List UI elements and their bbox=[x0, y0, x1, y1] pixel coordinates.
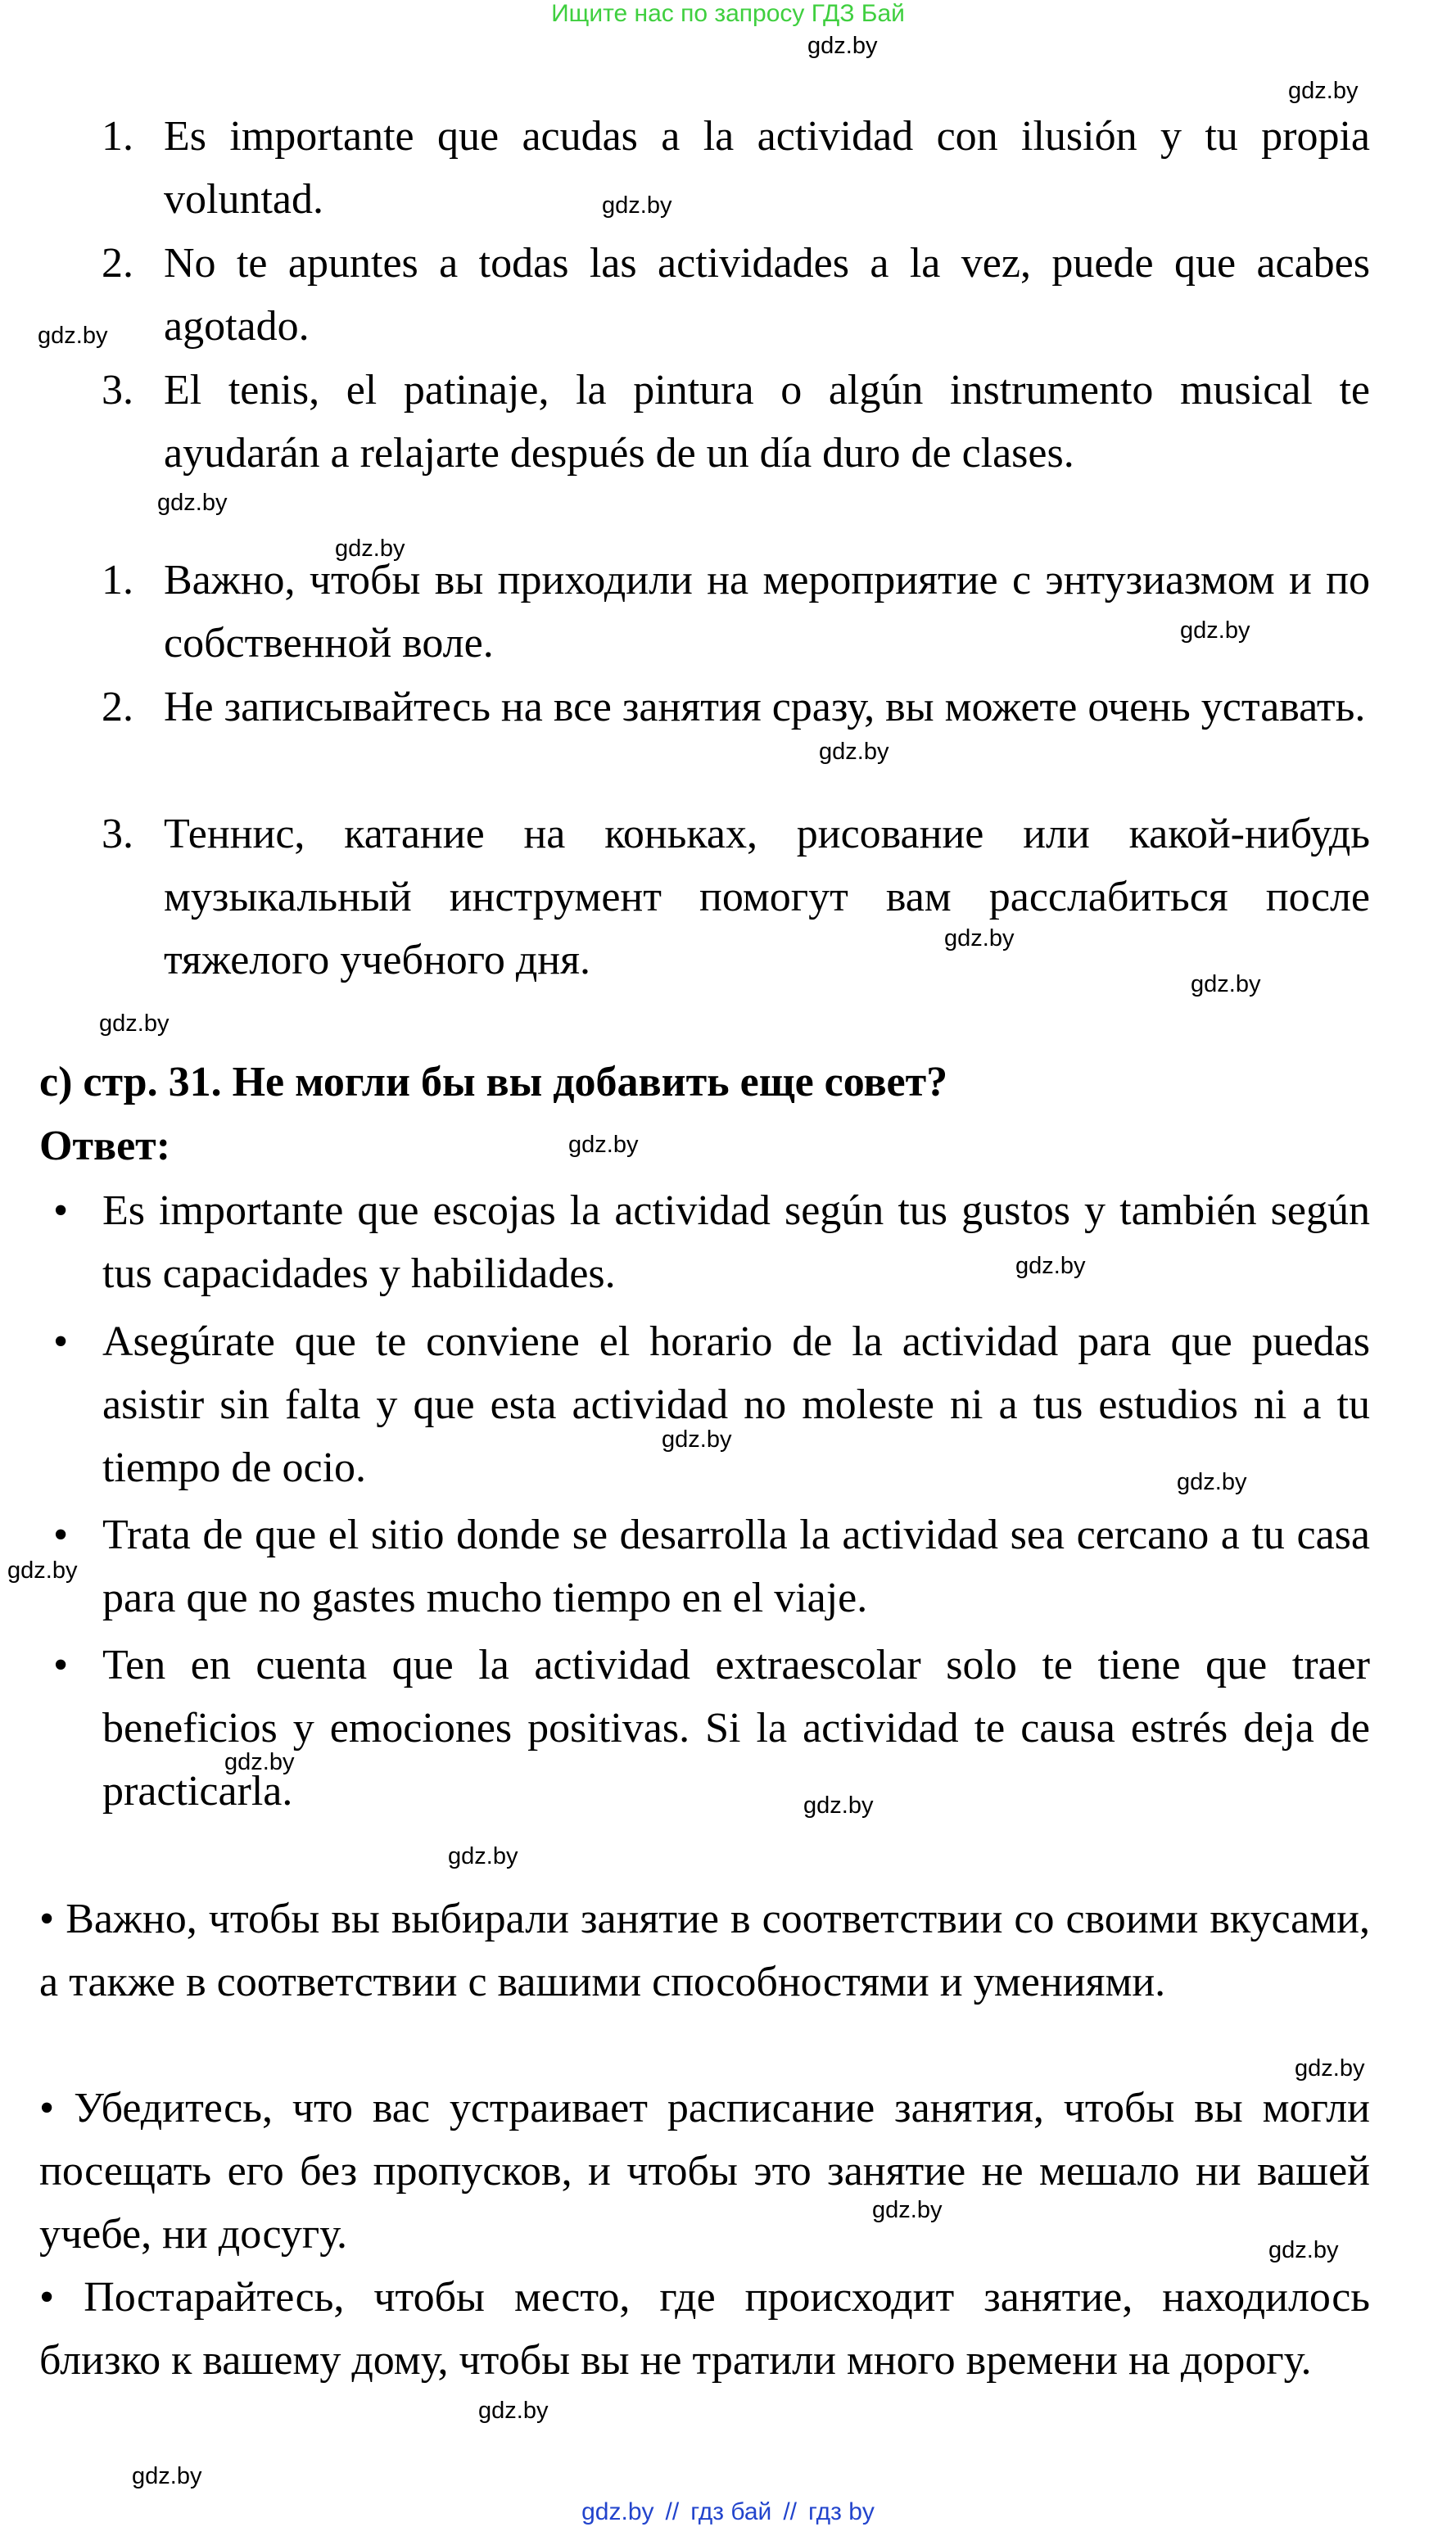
watermark: gdz.by bbox=[335, 536, 405, 562]
list-item bbox=[102, 359, 1370, 485]
watermark: gdz.by bbox=[662, 1426, 732, 1453]
bullet-text: Es importante que escojas la actividad según tus gustos y también según tus capacidades y habilidades. bbox=[102, 1187, 1370, 1297]
bullet-item bbox=[53, 1634, 1370, 1823]
list-item bbox=[102, 549, 1370, 675]
watermark: gdz.by bbox=[1177, 1469, 1247, 1495]
list-item bbox=[102, 105, 1370, 231]
watermark: gdz.by bbox=[568, 1132, 639, 1158]
list-number: 2. bbox=[102, 240, 133, 287]
bullet-icon: • bbox=[53, 1512, 69, 1558]
watermark: gdz.by bbox=[872, 2197, 943, 2223]
bullet-icon: • bbox=[53, 1187, 69, 1234]
watermark: gdz.by bbox=[132, 2463, 202, 2489]
watermark: gdz.by bbox=[807, 33, 878, 59]
list-item-text: Es importante que acudas a la actividad con ilusión y tu propia voluntad. bbox=[164, 113, 1370, 223]
watermark: gdz.by bbox=[1180, 617, 1250, 644]
watermark: gdz.by bbox=[1191, 971, 1261, 997]
bullet-text: Trata de que el sitio donde se desarrolla la actividad sea cercano a tu casa para que no gastes mucho tiempo en el viaje. bbox=[102, 1512, 1370, 1621]
footer-link[interactable]: gdz.by bbox=[581, 2498, 654, 2525]
watermark: gdz.by bbox=[944, 925, 1015, 952]
answer-label: Ответ: bbox=[39, 1123, 171, 1169]
footer-link[interactable]: гдз by bbox=[808, 2498, 875, 2525]
watermark: gdz.by bbox=[99, 1010, 170, 1037]
list-item-text: El tenis, el patinaje, la pintura o algún instrumento musical te ayudarán a relajarte después de un día duro de clases. bbox=[164, 367, 1370, 477]
bullet-text: Ten en cuenta que la actividad extraescolar solo te tiene que traer beneficios y emociones positivas. Si la actividad te causa estrés deja de practicarla. bbox=[102, 1642, 1370, 1815]
watermark: gdz.by bbox=[448, 1843, 518, 1869]
bullet-icon: • bbox=[53, 1642, 69, 1688]
list-item bbox=[102, 676, 1370, 739]
list-item bbox=[102, 802, 1370, 992]
watermark: gdz.by bbox=[803, 1792, 874, 1819]
site-banner: Ищите нас по запросу ГДЗ Бай bbox=[551, 0, 905, 27]
watermark: gdz.by bbox=[1268, 2237, 1339, 2263]
paragraph: • Постарайтесь, чтобы место, где происходит занятие, находилось близко к вашему дому, чтобы вы не тратили много времени на дорогу. bbox=[39, 2274, 1370, 2384]
list-item bbox=[102, 232, 1370, 358]
bullet-item bbox=[53, 1179, 1370, 1305]
bullet-text: Asegúrate que te conviene el horario de la actividad para que puedas asistir sin falta y que esta actividad no moleste ni a tus estudios ni a tu tiempo de ocio. bbox=[102, 1318, 1370, 1491]
footer-separator: // bbox=[665, 2498, 680, 2525]
watermark: gdz.by bbox=[224, 1749, 295, 1775]
list-item-text: Не записывайтесь на все занятия сразу, вы можете очень уставать. bbox=[164, 684, 1366, 730]
list-number: 1. bbox=[102, 113, 133, 160]
watermark: gdz.by bbox=[602, 192, 672, 219]
watermark: gdz.by bbox=[38, 323, 108, 349]
paragraph: • Убедитесь, что вас устраивает расписание занятия, чтобы вы могли посещать его без пропусков, и чтобы это занятие не мешало ни вашей учебе, ни досугу. bbox=[39, 2085, 1370, 2258]
list-number: 3. bbox=[102, 811, 133, 857]
watermark: gdz.by bbox=[1015, 1253, 1086, 1279]
list-item-text: Теннис, катание на коньках, рисование или какой-нибудь музыкальный инструмент помогут вам расслабиться после тяжелого учебного дня. bbox=[164, 811, 1370, 983]
bullet-item bbox=[53, 1503, 1370, 1630]
watermark: gdz.by bbox=[7, 1557, 78, 1584]
list-number: 1. bbox=[102, 557, 133, 603]
task-heading: c) стр. 31. Не могли бы вы добавить еще совет? bbox=[39, 1059, 948, 1105]
list-item-text: Важно, чтобы вы приходили на мероприятие с энтузиазмом и по собственной воле. bbox=[164, 557, 1370, 667]
footer-separator: // bbox=[783, 2498, 797, 2525]
watermark: gdz.by bbox=[1295, 2055, 1365, 2082]
watermark: gdz.by bbox=[819, 739, 889, 765]
watermark: gdz.by bbox=[478, 2398, 549, 2424]
list-number: 2. bbox=[102, 684, 133, 730]
footer bbox=[0, 2498, 1456, 2527]
footer-link[interactable]: гдз бай bbox=[690, 2498, 772, 2525]
watermark: gdz.by bbox=[1288, 78, 1359, 104]
list-number: 3. bbox=[102, 367, 133, 414]
list-item-text: No te apuntes a todas las actividades a la vez, puede que acabes agotado. bbox=[164, 240, 1370, 350]
bullet-icon: • bbox=[53, 1318, 69, 1365]
watermark: gdz.by bbox=[157, 490, 228, 516]
paragraph: • Важно, чтобы вы выбирали занятие в соответствии со своими вкусами, а также в соответствии с вашими способностями и умениями. bbox=[39, 1896, 1370, 2005]
